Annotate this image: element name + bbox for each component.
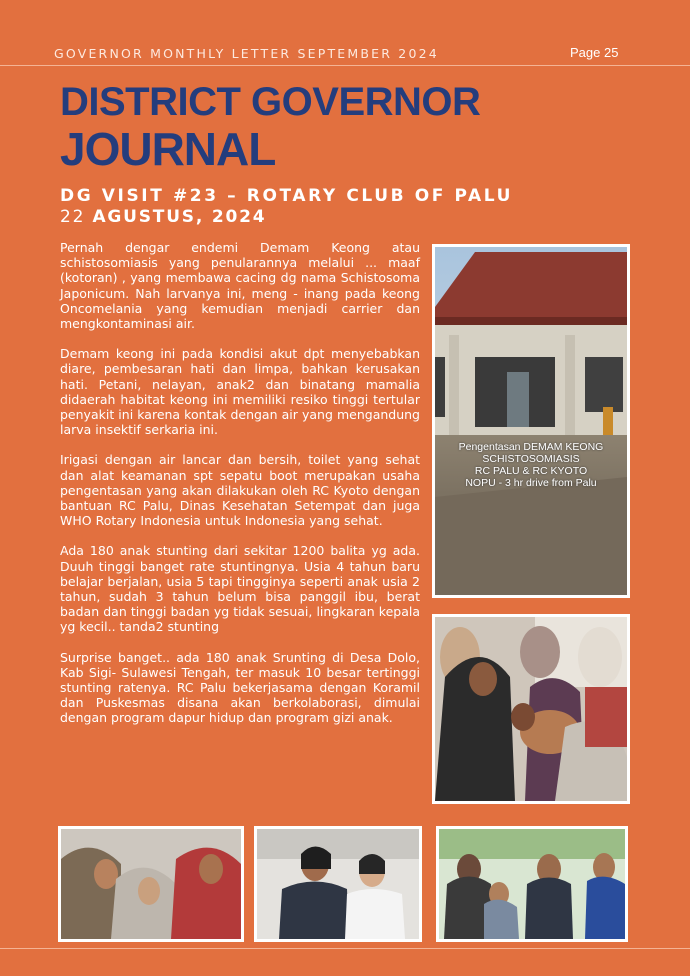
article-body <box>60 240 420 741</box>
mothers-children-image <box>435 617 627 801</box>
header-bar <box>0 40 690 66</box>
photo-women-gathering <box>58 826 244 942</box>
article-paragraph: Surprise banget.. ada 180 anak Srunting di Desa Dolo, Kab Sigi- Sulawesi Tengah, ter masuk 10 besar tertinggi stunting ratenya. RC Palu bekerjasama dengan Koramil dan Puskesmas disana akan berkolaborasi, dimulai dengan program dapur hidup dan program gizi anak. <box>60 649 420 726</box>
photo-health-center-building <box>432 244 630 598</box>
article-paragraph: Ada 180 anak stunting dari sekitar 1200 balita yg ada. Duuh tinggi banget rate stuntingnya. Usia 4 tahun baru belajar berjalan, usia 5 tapi tingginya seperti anak usia 2 tahun, sudah 3 tahun belum bisa panggil ibu, berat badan dan tinggi badan yg tidak sesuai, lingkaran kepala yg kecil.. tanda2 stunting <box>60 543 420 635</box>
caption-line: NOPU - 3 hr drive from Palu <box>465 477 597 489</box>
volunteers-outdoor-image <box>439 829 625 939</box>
caption-line: RC PALU & RC KYOTO <box>474 465 588 477</box>
photo-volunteers-outdoor <box>436 826 628 942</box>
photo-mothers-children <box>432 614 630 804</box>
caption-line: Pengentasan DEMAM KEONG <box>458 441 604 453</box>
visit-date-day: 22 <box>60 207 86 227</box>
article-paragraph: Irigasi dengan air lancar dan bersih, toilet yang sehat dan alat keamanan spt sepatu boot merupakan usaha pengentasan yang akan dilakukan oleh RC Kyoto dengan bantuan RC Palu, Dinas Kesehatan Setempat dan juga WHO Rotary Indonesia untuk Indonesia yang sehat. <box>60 452 420 529</box>
photo-two-women <box>254 826 422 942</box>
page-number: Page 25 <box>570 45 619 60</box>
visit-title: DG VISIT #23 – ROTARY CLUB OF PALU <box>60 186 514 206</box>
journal-title-line2: JOURNAL <box>60 123 276 175</box>
building-image <box>435 247 627 595</box>
article-paragraph: Demam keong ini pada kondisi akut dpt menyebabkan diare, pembesaran hati dan limpa, bahkan kerusakan hati. Petani, nelayan, anak2 dan binatang mamalia didaerah habitat keong ini memiliki resiko tinggi tertular penyakit ini karena kontak dengan air yang mengandung larva insektif serkaria ini. <box>60 346 420 438</box>
newsletter-title: GOVERNOR MONTHLY LETTER SEPTEMBER 2024 <box>54 46 439 61</box>
visit-date <box>60 207 266 227</box>
two-women-image <box>257 829 419 939</box>
footer-divider <box>0 948 690 949</box>
caption-line: SCHISTOSOMIASIS <box>482 453 580 465</box>
visit-date-rest: AGUSTUS, 2024 <box>92 207 267 227</box>
article-paragraph: Pernah dengar endemi Demam Keong atau schistosomiasis yang penularannya melalui ... maaf (kotoran) , yang membawa cacing dg nama Schistosoma Japonicum. Nah larvanya ini, meng - inang pada keong Oncomelania yang kemudian menjadi carrier dan mengkontaminasi air. <box>60 240 420 332</box>
photo-caption <box>435 441 627 489</box>
women-gathering-image <box>61 829 241 939</box>
journal-title-line1: DISTRICT GOVERNOR <box>60 80 481 124</box>
